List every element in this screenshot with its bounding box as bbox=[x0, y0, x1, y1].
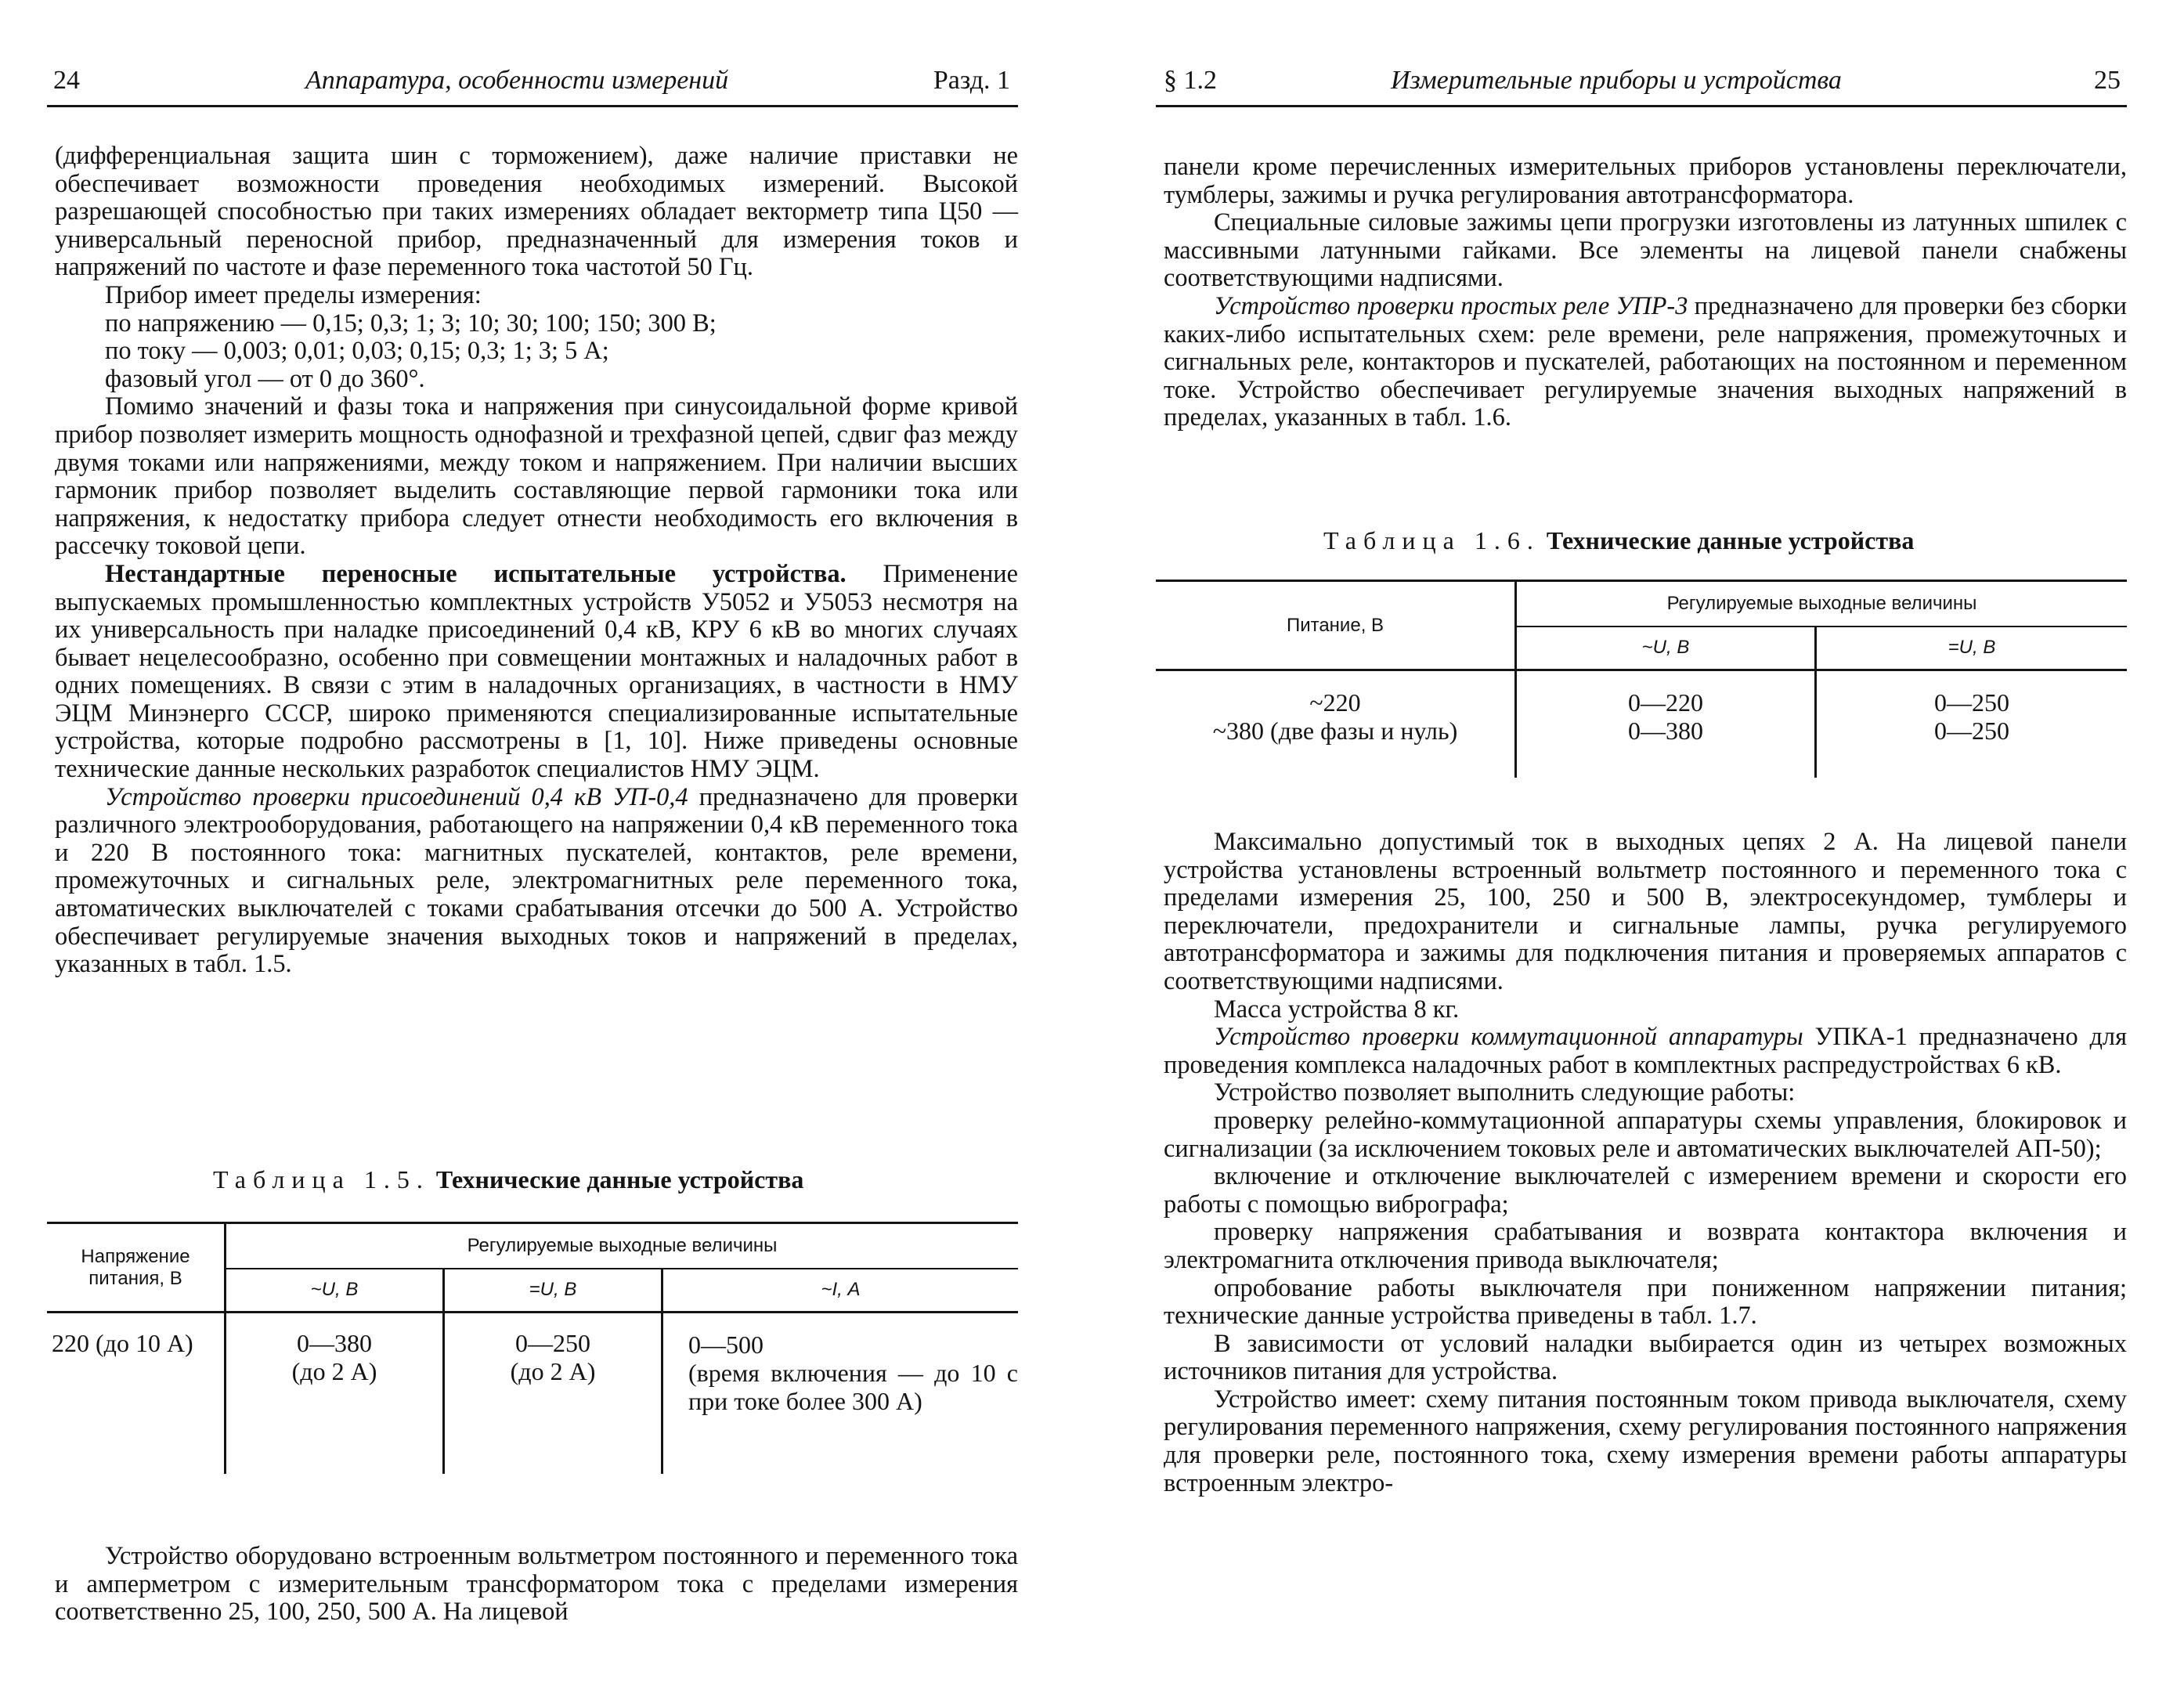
table-label: Таблица 1.6. bbox=[1323, 526, 1540, 554]
device-name: Устройство проверки присоединений 0,4 кВ УП-0,4 bbox=[105, 782, 688, 811]
paragraph-text: Применение выпускаемых промышленностью комплектных устройств У5052 и У5053 несмотря на их универсальность при наладке присоединений 0,4 кВ, КРУ 6 кВ во многих случаях бывает нецелесообразно, особенно при совмещении монтажных и наладочных работ в одних помещениях. В связи с этим в наладочных организациях, в частности в НМУ ЭЦМ Минэнерго СССР, широко применяются специализированные испытательные устройства, которые подробно рассмотрены в [1, 10]. Ниже приведены основные технические данные нескольких разработок специалистов НМУ ЭЦМ. bbox=[55, 559, 1018, 784]
header-supply: Напряжение питания, В bbox=[47, 1223, 226, 1313]
header-dc-voltage: =U, В bbox=[444, 1269, 662, 1313]
paragraph bbox=[55, 561, 1018, 784]
note: (до 2 А) bbox=[510, 1357, 596, 1385]
table-caption bbox=[213, 1165, 803, 1194]
paragraph: Устройство позволяет выполнить следующие работы: bbox=[1214, 1078, 1796, 1107]
paragraph: (дифференциальная защита шин с торможением), даже наличие приставки не обеспечивает возможности проведения необходимых измерений. Высокой разрешающей способностью при таких измерениях обладает векторметр типа Ц50 — универсальный переносной прибор, предназначенный для измерения токов и напряжений по частоте и фазе переменного тока частотой 50 Гц. bbox=[55, 142, 1018, 282]
table-title: Технические данные устройства bbox=[1546, 526, 1915, 554]
header-output-group: Регулируемые выходные величины bbox=[226, 1223, 1019, 1269]
table-label: Таблица 1.5. bbox=[213, 1165, 430, 1193]
paragraph: В зависимости от условий наладки выбирается один из четырех возможных источников питания для устройства. bbox=[1164, 1329, 2127, 1386]
paragraph: Масса устройства 8 кг. bbox=[1214, 995, 1460, 1024]
note: (до 2 А) bbox=[291, 1357, 377, 1385]
cell-ac-voltage: 0—380 bbox=[1516, 717, 1816, 778]
paragraph: Устройство имеет: схему питания постоянным током привода выключателя, схему регулирования переменного напряжения, схему регулирования постоянного напряжения для проверки реле, постоянного тока, схему измерения времени работы аппаратуры встроенным электро- bbox=[1164, 1385, 2127, 1497]
right-body-top bbox=[1164, 153, 2127, 432]
paragraph bbox=[1164, 1024, 2127, 1079]
left-running-head bbox=[47, 61, 1018, 107]
page-number: 25 bbox=[2094, 66, 2121, 95]
running-title: Аппаратура, особенности измерений bbox=[305, 66, 729, 95]
header-ac-voltage: ~U, В bbox=[1516, 627, 1816, 670]
running-title: Измерительные приборы и устройства bbox=[1391, 66, 1842, 95]
paragraph: Специальные силовые зажимы цепи прогрузки изготовлены из латунных шпилек с массивными латунными гайками. Все элементы на лицевой панели снабжены соответствующими надписями. bbox=[1164, 208, 2127, 293]
paragraph bbox=[1164, 293, 2127, 432]
list-item: фазовый угол — от 0 до 360°. bbox=[105, 364, 425, 393]
cell-ac-voltage bbox=[226, 1313, 444, 1474]
paragraph: Устройство оборудовано встроенным вольтметром постоянного и переменного тока и амперметром с измерительным трансформатором тока с пределами измерения соответственно 25, 100, 250, 500 А. На лицевой bbox=[55, 1542, 1018, 1627]
right-body-bottom bbox=[1164, 829, 2127, 1497]
value: 0—250 bbox=[515, 1329, 590, 1357]
paragraph: Максимально допустимый ток в выходных цепях 2 А. На лицевой панели устройства установлены встроенный вольтметр постоянного и переменного тока с пределами измерения 25, 100, 250 и 500 В, электросекундомер, тумблеры и переключатели, предохранители и сигнальные лампы, ручка регулируемого автотрансформатора и зажимы для подключения питания и проверяемых аппаратов с соответствующими надписями. bbox=[1164, 828, 2127, 995]
list-item: проверку напряжения срабатывания и возврата контактора включения и электромагнита отключения привода выключателя; bbox=[1164, 1218, 2127, 1274]
paragraph: панели кроме перечисленных измерительных приборов установлены переключатели, тумблеры, зажимы и ручка регулирования автотрансформатора. bbox=[1164, 153, 2127, 209]
right-running-head bbox=[1156, 61, 2127, 107]
list-item: проверку релейно-коммутационной аппаратуры схемы управления, блокировок и сигнализации (за исключением токовых реле и автоматических выключателей АП-50); bbox=[1164, 1106, 2127, 1163]
list-item: по напряжению — 0,15; 0,3; 1; 3; 10; 30; 100; 150; 300 В; bbox=[105, 309, 717, 338]
table-title: Технические данные устройства bbox=[435, 1165, 804, 1193]
cell-dc-voltage bbox=[444, 1313, 662, 1474]
device-name: Устройство проверки коммутационной аппаратуры bbox=[1214, 1023, 1803, 1052]
list-item: по току — 0,003; 0,01; 0,03; 0,15; 0,3; 1; 3; 5 А; bbox=[105, 337, 609, 366]
header-ac-current: ~I, А bbox=[662, 1269, 1019, 1313]
paragraph: Прибор имеет пределы измерения: bbox=[105, 280, 482, 309]
cell-dc-voltage: 0—250 bbox=[1934, 717, 2009, 745]
cell-ac-voltage: 0—220 bbox=[1516, 670, 1816, 717]
note: (время включения — до 10 с при токе более 300 А) bbox=[688, 1359, 1018, 1415]
cell-supply: 220 (до 10 А) bbox=[47, 1313, 226, 1474]
bold-heading: Нестандартные переносные испытательные устройства. bbox=[105, 559, 847, 588]
section-label: Разд. 1 bbox=[933, 66, 1010, 95]
value: 0—380 bbox=[297, 1329, 372, 1357]
left-body-top bbox=[55, 143, 1018, 979]
left-body-bottom bbox=[55, 1543, 1018, 1627]
paragraph bbox=[55, 784, 1018, 979]
device-name: Устройство проверки простых реле УПР-3 bbox=[1214, 291, 1688, 320]
table-1-5 bbox=[47, 1222, 1018, 1474]
cell-supply: ~380 (две фазы и нуль) bbox=[1156, 717, 1516, 778]
cell-dc-voltage: 0—250 bbox=[1934, 688, 2009, 717]
page-number: 24 bbox=[53, 66, 80, 95]
cell-ac-current bbox=[662, 1313, 1019, 1474]
section-label: § 1.2 bbox=[1164, 66, 1217, 95]
right-page bbox=[1156, 0, 2127, 1708]
paragraph-text: предназначено для проверки без сборки каких-либо испытательных схем: реле времени, реле напряжения, промежуточных и сигнальных реле, контакторов и пускателей, работающих на постоянном и переменном токе. Устройство обеспечивает регулируемые значения выходных напряжений в пределах, указанных в табл. 1.6. bbox=[1164, 291, 2127, 432]
paragraph-text: предназначено для проверки различного электрооборудования, работающего на напряжении 0,4 кВ переменного тока и 220 В постоянного тока: магнитных пускателей, контактов, реле времени, промежуточных и сигнальных реле, электромагнитных реле переменного тока, автоматических выключателей с токами срабатывания отсечки до 500 А. Устройство обеспечивает регулируемые значения выходных токов и напряжений в пределах, указанных в табл. 1.5. bbox=[55, 782, 1018, 979]
cell-supply: ~220 bbox=[1156, 670, 1516, 717]
list-item: опробование работы выключателя при пониженном напряжении питания; технические данные устройства приведены в табл. 1.7. bbox=[1164, 1273, 2127, 1331]
paragraph-text: УПКА-1 предназначено для проведения комплекса наладочных работ в комплектных распредустройствах 6 кВ. bbox=[1164, 1023, 2127, 1079]
table-caption bbox=[1323, 526, 1914, 555]
table-1-6 bbox=[1156, 580, 2127, 778]
header-dc-voltage: =U, В bbox=[1816, 627, 2128, 670]
paragraph: Помимо значений и фазы тока и напряжения при синусоидальной форме кривой прибор позволяет измерить мощность однофазной и трехфазной цепей, сдвиг фаз между двумя токами или напряжениями, между током и напряжением. При наличии высших гармоник прибор позволяет выделить составляющие первой гармоники тока или напряжения, к недостатку прибора следует отнести необходимость его включения в рассечку токовой цепи. bbox=[55, 392, 1018, 561]
value: 0—500 bbox=[688, 1331, 764, 1359]
header-supply: Питание, В bbox=[1156, 581, 1516, 670]
header-ac-voltage: ~U, В bbox=[226, 1269, 444, 1313]
left-page bbox=[47, 0, 1018, 1708]
header-output-group: Регулируемые выходные величины bbox=[1516, 581, 2128, 627]
list-item: включение и отключение выключателей с измерением времени и скорости его работы с помощью вибрографа; bbox=[1164, 1162, 2127, 1219]
